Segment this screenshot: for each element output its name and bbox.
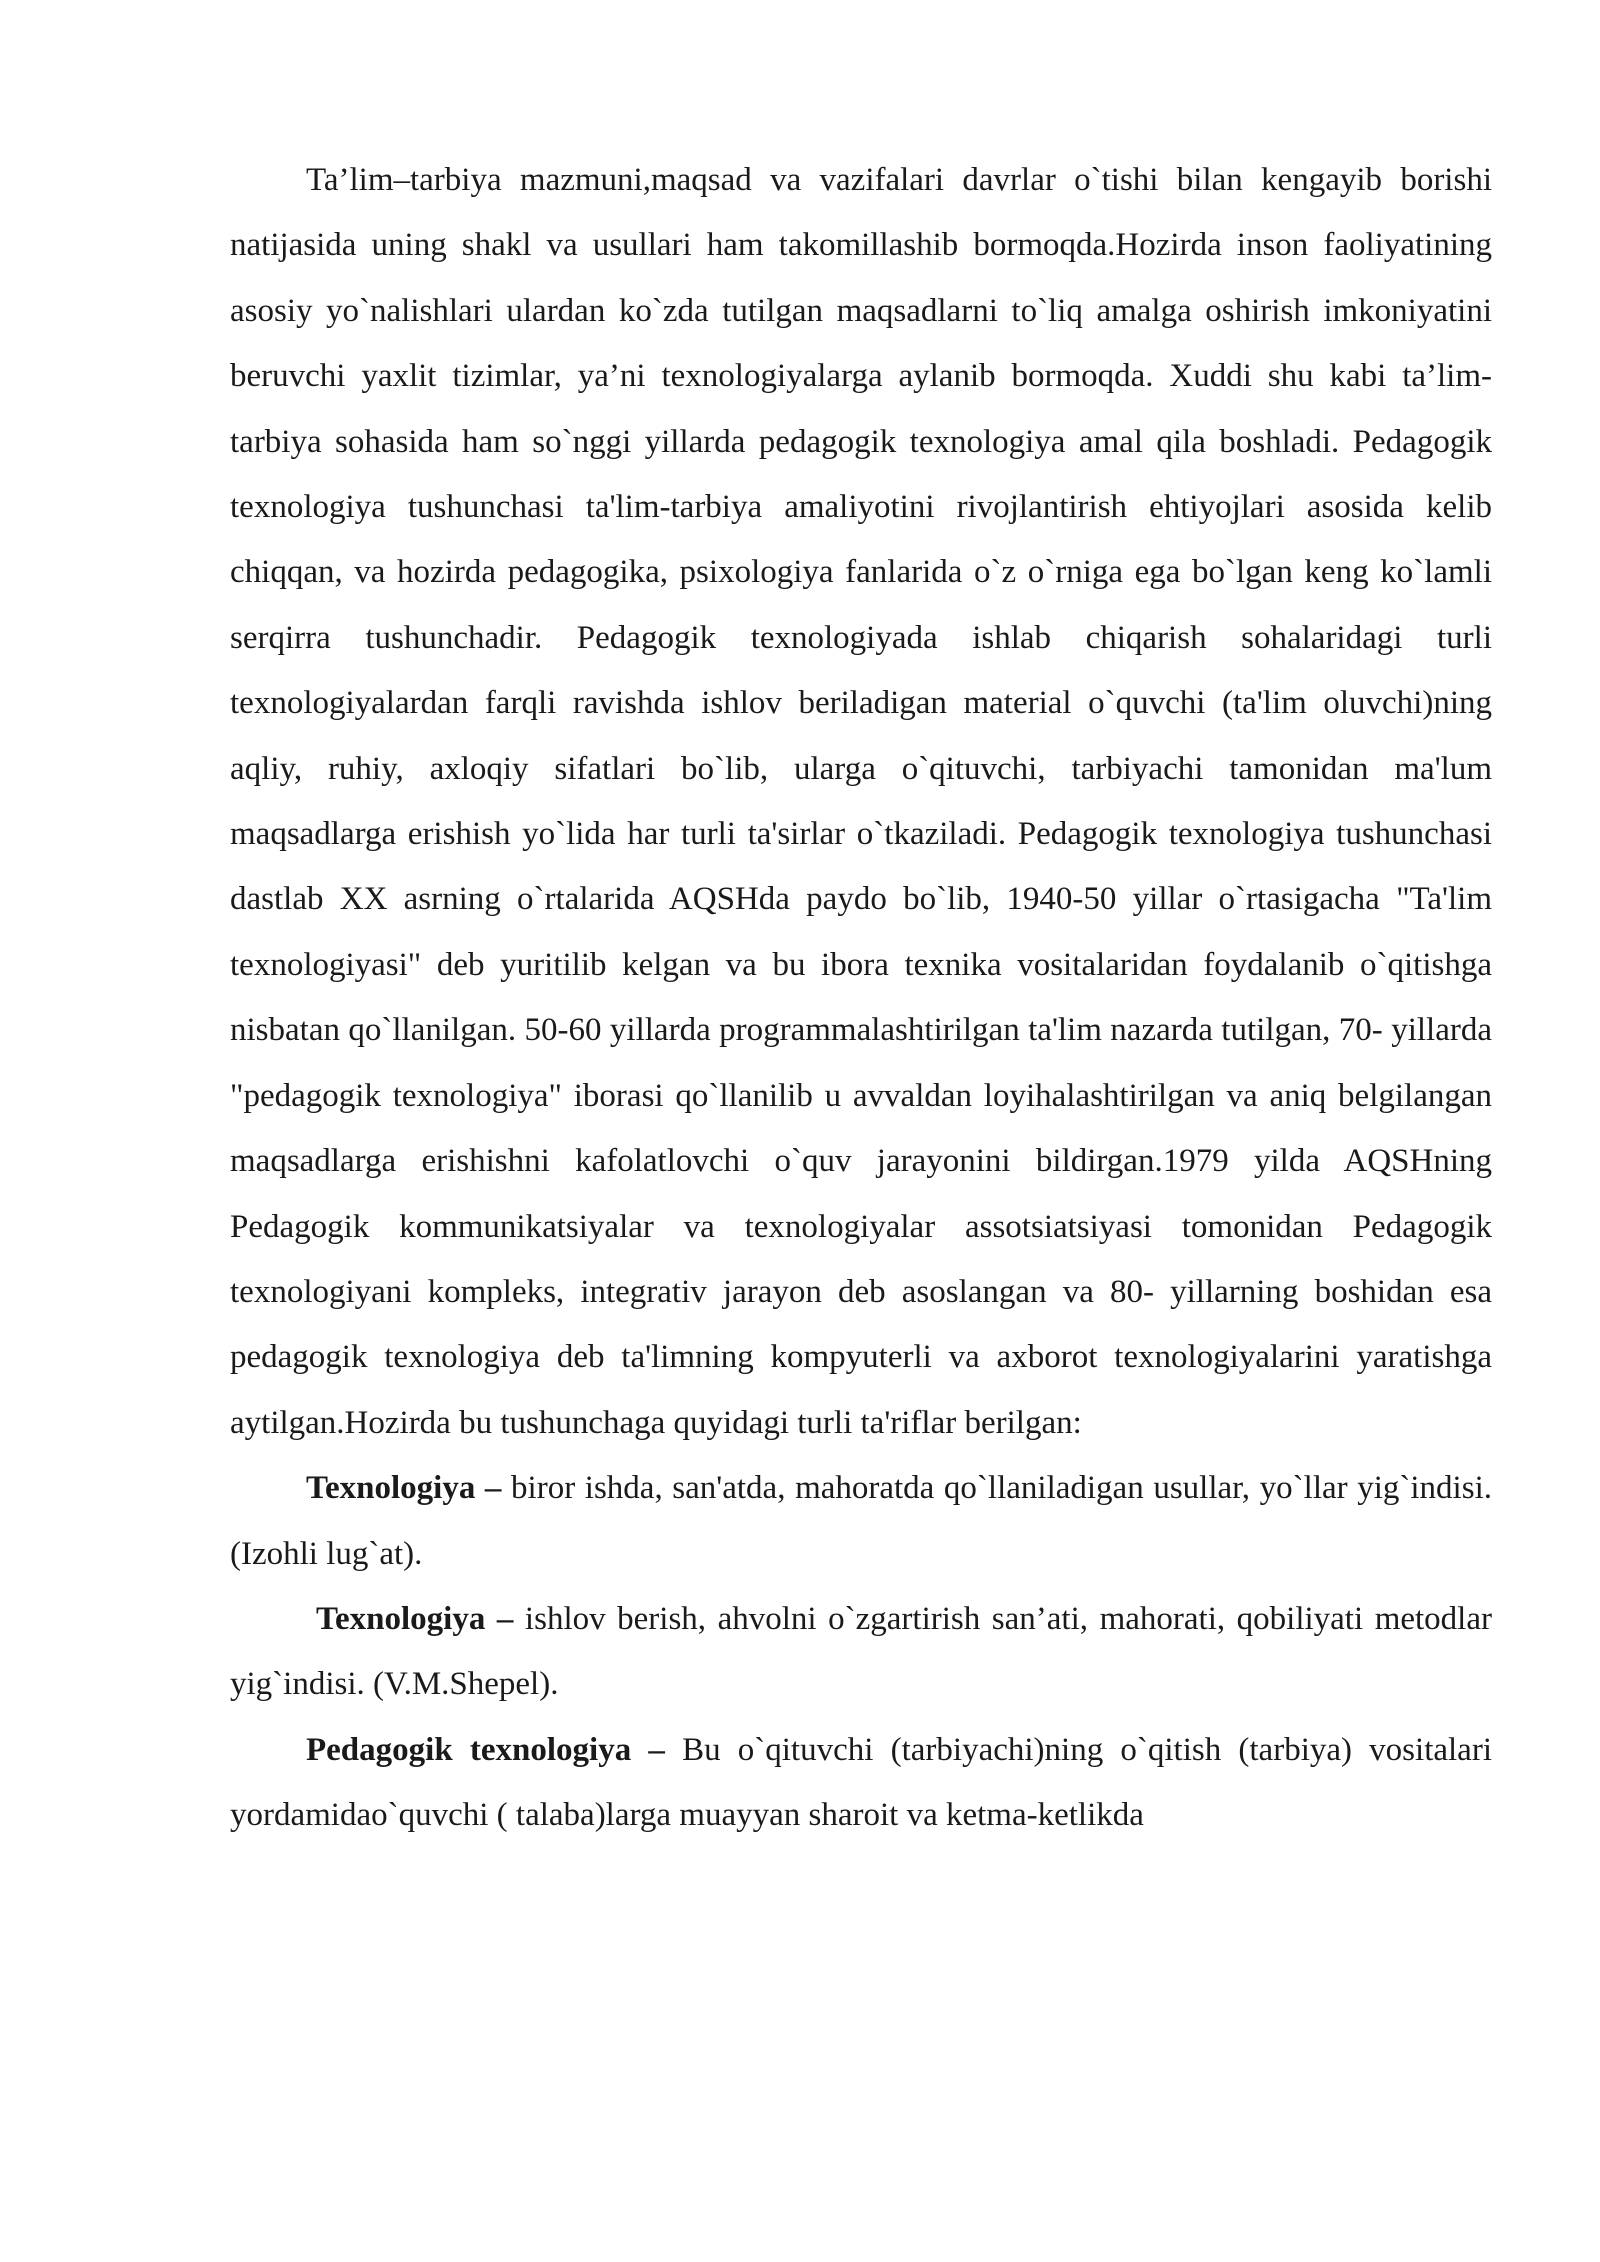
definition-text-3: Bu o`qituvchi (tarbiyachi)ning o`qitish (tarbiya) vositalari yordamidao`quvchi ( talaba)larga muayyan sharoit va ketma-ketlikda	[230, 1731, 1492, 1834]
definition-paragraph-3	[230, 1718, 1492, 1849]
definition-term-3: Pedagogik texnologiya –	[306, 1731, 665, 1768]
definition-paragraph-2	[230, 1587, 1492, 1718]
intro-paragraph: Ta’lim–tarbiya mazmuni,maqsad va vazifalari davrlar o`tishi bilan kengayib borishi natijasida uning shakl va usullari ham takomillashib bormoqda.Hozirda inson faoliyatining asosiy yo`nalishlari ulardan ko`zda tutilgan maqsadlarni to`liq amalga oshirish imkoniyatini beruvchi yaxlit tizimlar, ya’ni texnologiyalarga aylanib bormoqda. Xuddi shu kabi ta’lim-tarbiya sohasida ham so`nggi yillarda pedagogik texnologiya amal qila boshladi. Pedagogik texnologiya tushunchasi ta'lim-tarbiya amaliyotini rivojlantirish ehtiyojlari asosida kelib chiqqan, va hozirda pedagogika, psixologiya fanlarida o`z o`rniga ega bo`lgan keng ko`lamli serqirra tushunchadir. Pedagogik texnologiyada ishlab chiqarish sohalaridagi turli texnologiyalardan farqli ravishda ishlov beriladigan material o`quvchi (ta'lim oluvchi)ning aqliy, ruhiy, axloqiy sifatlari bo`lib, ularga o`qituvchi, tarbiyachi tamonidan ma'lum maqsadlarga erishish yo`lida har turli ta'sirlar o`tkaziladi. Pedagogik texnologiya tushunchasi dastlab XX asrning o`rtalarida AQSHda paydo bo`lib, 1940-50 yillar o`rtasigacha "Ta'lim texnologiyasi" deb yuritilib kelgan va bu ibora texnika vositalaridan foydalanib o`qitishga nisbatan qo`llanilgan. 50-60 yillarda programmalashtirilgan ta'lim nazarda tutilgan, 70- yillarda "pedagogik texnologiya" iborasi qo`llanilib u avvaldan loyihalashtirilgan va aniq belgilangan maqsadlarga erishishni kafolatlovchi o`quv jarayonini bildirgan.1979 yilda AQSHning Pedagogik kommunikatsiyalar va texnologiyalar assotsiatsiyasi tomonidan Pedagogik texnologiyani kompleks, integrativ jarayon deb asoslangan va 80- yillarning boshidan esa pedagogik texnologiya deb ta'limning kompyuterli va axborot texnologiyalarini yaratishga aytilgan.Hozirda bu tushunchaga quyidagi turli ta'riflar berilgan:	[230, 162, 1492, 1441]
definition-text-2: ishlov berish, ahvolni o`zgartirish san’ati, mahorati, qobiliyati metodlar yig`indisi. (V.M.Shepel).	[230, 1600, 1492, 1703]
definition-paragraph-1	[230, 1456, 1492, 1587]
document-body	[230, 148, 1492, 1849]
definition-term-1: Texnologiya –	[306, 1470, 502, 1507]
definition-term-2: Texnologiya –	[316, 1600, 514, 1637]
definition-text-1: biror ishda, san'atda, mahoratda qo`llaniladigan usullar, yo`llar yig`indisi. (Izohli lug`at).	[230, 1470, 1492, 1572]
